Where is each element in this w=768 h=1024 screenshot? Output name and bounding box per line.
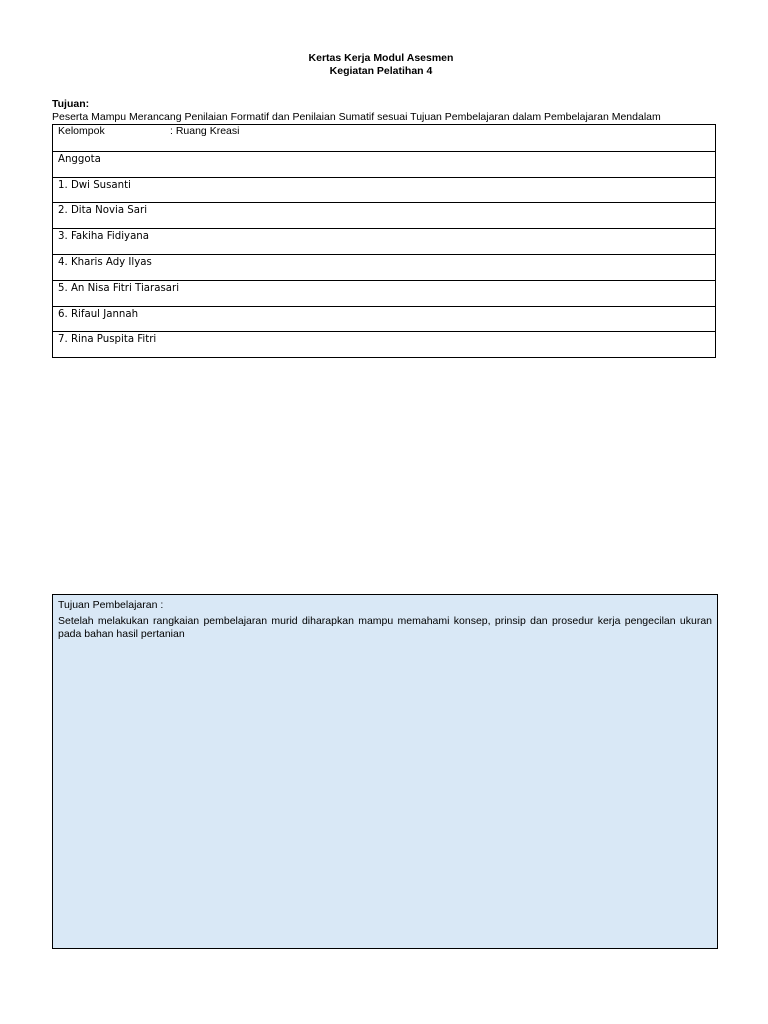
member-name: 4. Kharis Ady Ilyas	[58, 256, 152, 268]
group-table	[52, 124, 716, 358]
member-row	[53, 202, 715, 228]
tujuan-label: Tujuan:	[52, 98, 90, 110]
kelompok-value: : Ruang Kreasi	[170, 125, 240, 137]
member-name: 7. Rina Puspita Fitri	[58, 334, 157, 346]
member-name: 1. Dwi Susanti	[58, 179, 131, 191]
member-row	[53, 177, 715, 203]
member-name: 3. Fakiha Fidiyana	[58, 231, 150, 243]
member-name: 6. Rifaul Jannah	[58, 308, 139, 320]
document-header	[0, 52, 762, 78]
kelompok-label: Kelompok	[58, 125, 105, 137]
member-row	[53, 280, 715, 306]
anggota-label: Anggota	[58, 153, 101, 165]
member-name: 2. Dita Novia Sari	[58, 205, 148, 217]
tujuan-pembelajaran-box	[52, 594, 718, 949]
kelompok-row	[53, 125, 715, 151]
member-name: 5. An Nisa Fitri Tiarasari	[58, 282, 180, 294]
member-row	[53, 228, 715, 254]
tujuan-pembelajaran-label: Tujuan Pembelajaran :	[58, 599, 164, 611]
member-row	[53, 331, 715, 357]
document-subtitle: Kegiatan Pelatihan 4	[329, 65, 433, 77]
tujuan-text: Peserta Mampu Merancang Penilaian Formatif dan Penilaian Sumatif sesuai Tujuan Pembelajaran dalam Pembelajaran Mendalam	[52, 111, 661, 123]
anggota-row	[53, 151, 715, 177]
document-title: Kertas Kerja Modul Asesmen	[308, 52, 454, 64]
member-row	[53, 254, 715, 280]
tujuan-pembelajaran-text: Setelah melakukan rangkaian pembelajaran murid diharapkan mampu memahami konsep, prinsip dan prosedur kerja pengecilan ukuran pada bahan hasil pertanian	[58, 615, 712, 640]
member-row	[53, 306, 715, 332]
